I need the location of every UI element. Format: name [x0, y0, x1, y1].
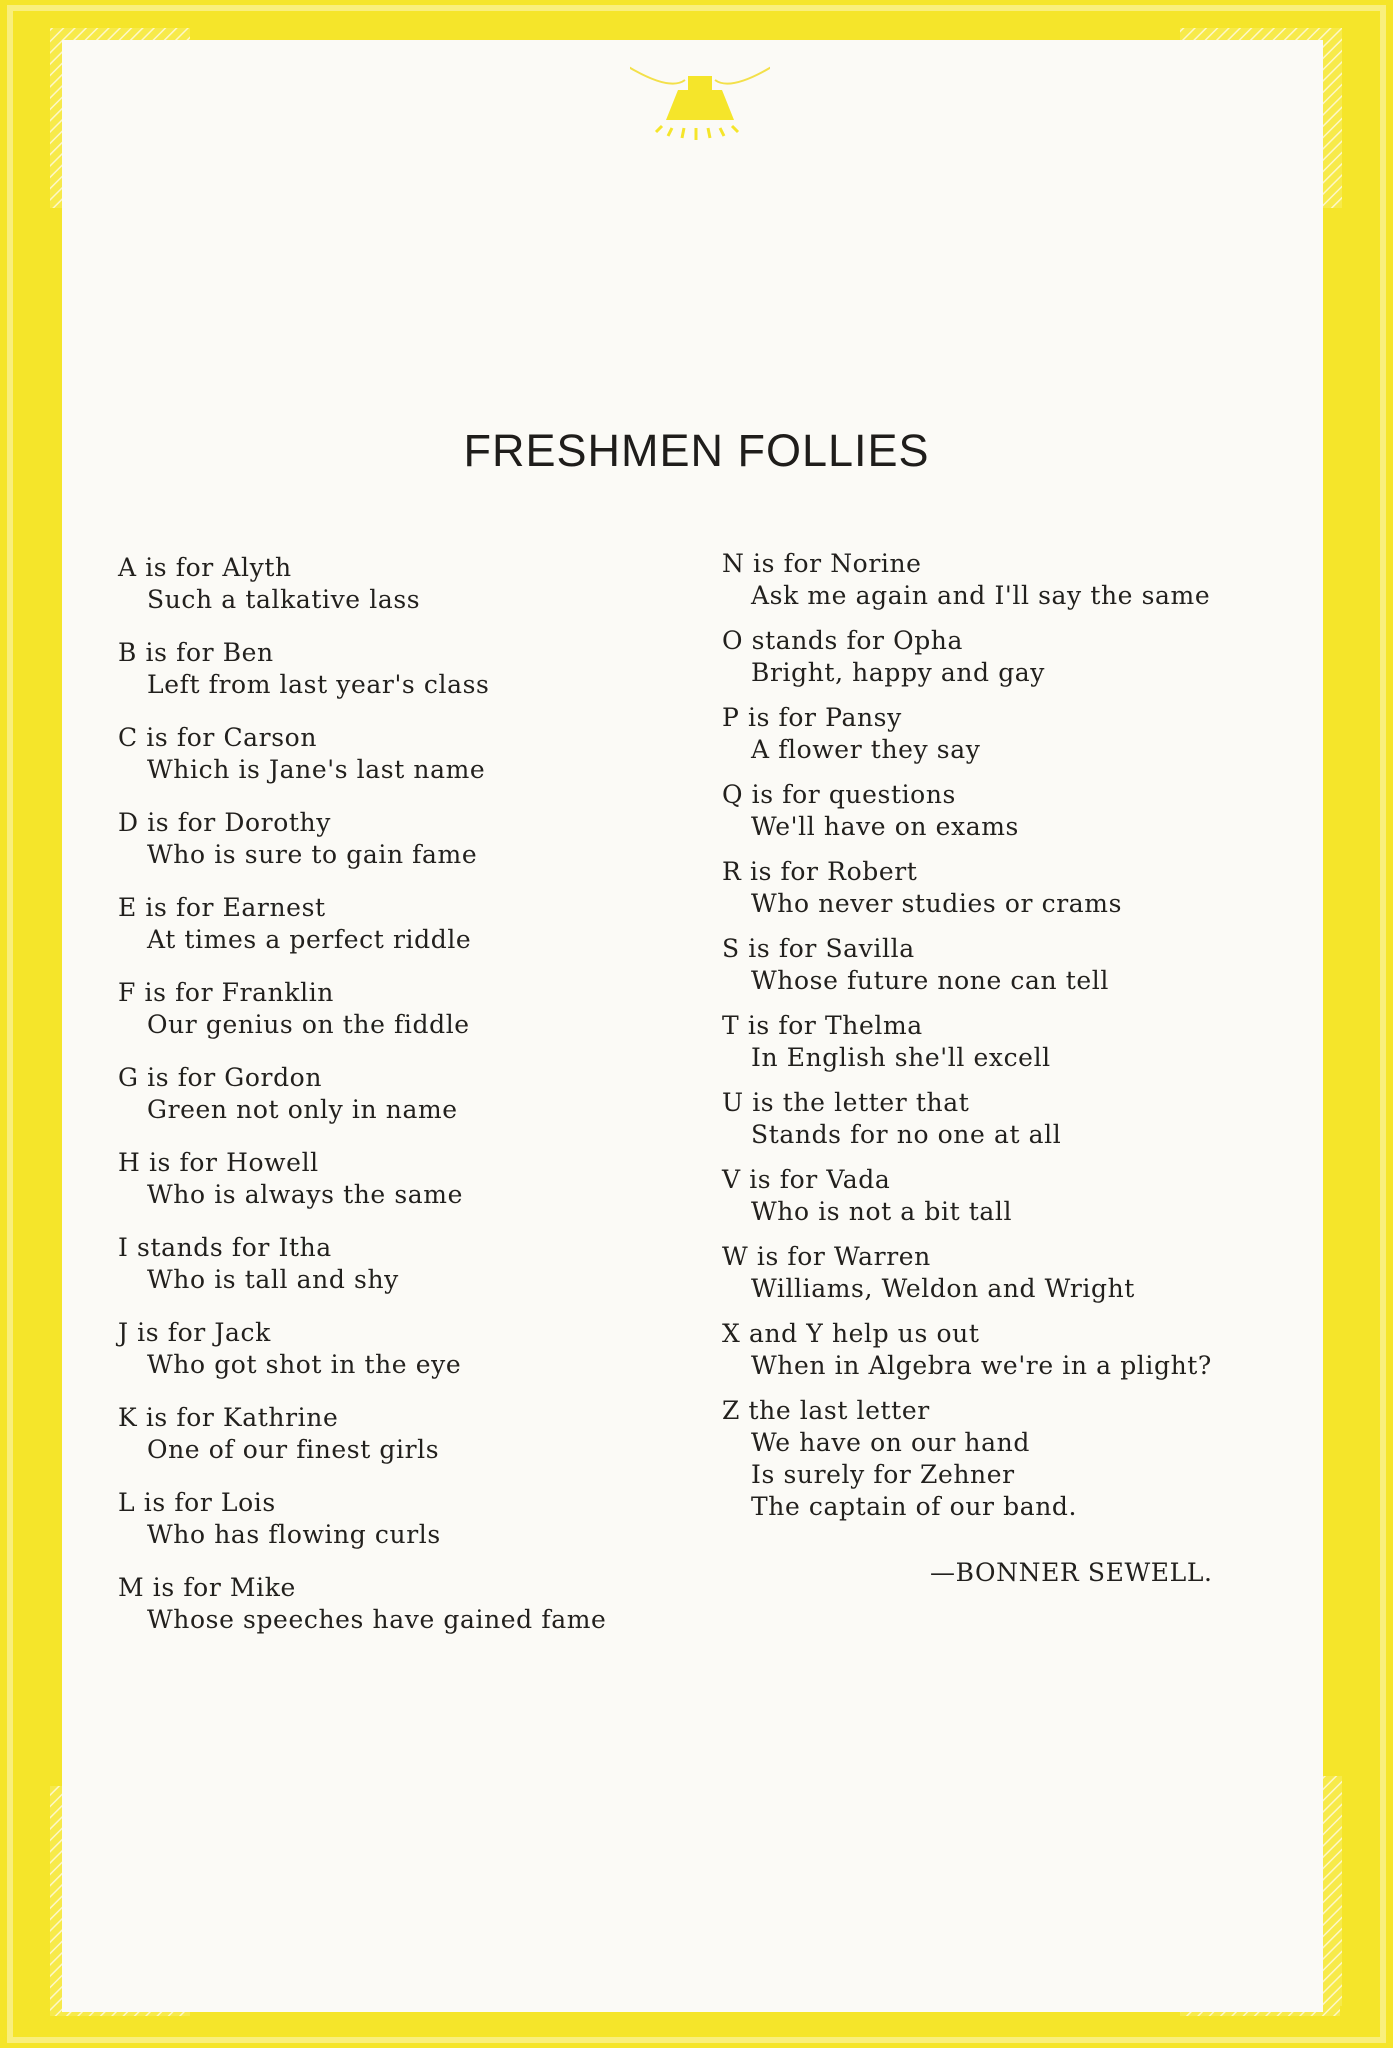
stanza-line: Left from last year's class	[147, 670, 490, 699]
hanging-lamp-icon	[630, 40, 770, 140]
stanza-line: Who is not a bit tall	[751, 1197, 1013, 1226]
stanza-line: F is for Franklin	[118, 978, 335, 1007]
stanza-line: X and Y help us out	[722, 1319, 980, 1348]
stanza-line: A flower they say	[751, 735, 981, 764]
stanza-line: T is for Thelma	[722, 1011, 923, 1040]
stanza-line: Is surely for Zehner	[751, 1460, 1015, 1489]
stanza	[722, 1318, 1282, 1382]
stanza-line: Who got shot in the eye	[147, 1350, 462, 1379]
stanza-line: Who never studies or crams	[751, 889, 1122, 918]
stanza-line: When in Algebra we're in a plight?	[751, 1351, 1212, 1380]
stanza	[118, 637, 678, 701]
stanza-line: Q is for questions	[722, 780, 956, 809]
author-attribution: —BONNER SEWELL.	[930, 1558, 1213, 1587]
stanza	[118, 552, 678, 616]
stanza-line: A is for Alyth	[118, 553, 292, 582]
stanza-line: H is for Howell	[118, 1148, 319, 1177]
stanza-line: S is for Savilla	[722, 934, 915, 963]
stanza-line: In English she'll excell	[751, 1043, 1051, 1072]
stanza	[722, 1241, 1282, 1305]
stanza	[118, 1062, 678, 1126]
stanza	[722, 702, 1282, 766]
stanza-line: Green not only in name	[147, 1095, 458, 1124]
stanza	[722, 625, 1282, 689]
stanza-line: G is for Gordon	[118, 1063, 323, 1092]
stanza-line: Whose future none can tell	[751, 966, 1109, 995]
stanza-line: J is for Jack	[118, 1318, 271, 1347]
stanza	[118, 722, 678, 786]
stanza	[118, 1487, 678, 1551]
stanza	[722, 1010, 1282, 1074]
stanza	[118, 1402, 678, 1466]
stanza-line: Who has flowing curls	[147, 1520, 441, 1549]
stanza-line: Williams, Weldon and Wright	[751, 1274, 1135, 1303]
stanza-line: Ask me again and I'll say the same	[751, 581, 1211, 610]
stanza-line: At times a perfect riddle	[147, 925, 472, 954]
stanza-line: Who is tall and shy	[147, 1265, 399, 1294]
stanza	[118, 977, 678, 1041]
poem-left-column	[118, 552, 678, 1657]
stanza-line: The captain of our band.	[751, 1492, 1078, 1521]
stanza-line: Who is sure to gain fame	[147, 840, 478, 869]
stanza-line: Stands for no one at all	[751, 1120, 1062, 1149]
stanza	[722, 933, 1282, 997]
stanza	[722, 548, 1282, 612]
stanza-line: Which is Jane's last name	[147, 755, 486, 784]
stanza-line: N is for Norine	[722, 549, 922, 578]
stanza-line: R is for Robert	[722, 857, 918, 886]
stanza-line: C is for Carson	[118, 723, 318, 752]
stanza-line: K is for Kathrine	[118, 1403, 339, 1432]
stanza-line: E is for Earnest	[118, 893, 326, 922]
stanza-line: Z the last letter	[722, 1396, 930, 1425]
stanza-line: One of our finest girls	[147, 1435, 440, 1464]
stanza	[118, 892, 678, 956]
stanza-line: B is for Ben	[118, 638, 274, 667]
stanza-line: Who is always the same	[147, 1180, 463, 1209]
stanza	[118, 1317, 678, 1381]
stanza-line: D is for Dorothy	[118, 808, 331, 837]
stanza-line: Such a talkative lass	[147, 585, 421, 614]
stanza-line: U is the letter that	[722, 1088, 970, 1117]
stanza	[722, 1087, 1282, 1151]
stanza-line: I stands for Itha	[118, 1233, 332, 1262]
stanza-line: We have on our hand	[751, 1428, 1030, 1457]
stanza	[118, 1232, 678, 1296]
final-stanza	[722, 1395, 1282, 1523]
stanza	[722, 1164, 1282, 1228]
stanza	[118, 1572, 678, 1636]
stanza	[722, 779, 1282, 843]
stanza	[118, 807, 678, 871]
stanza-line: We'll have on exams	[751, 812, 1019, 841]
poem-right-column	[722, 548, 1282, 1536]
stanza-line: P is for Pansy	[722, 703, 902, 732]
stanza-line: M is for Mike	[118, 1573, 296, 1602]
stanza-line: O stands for Opha	[722, 626, 964, 655]
stanza	[118, 1147, 678, 1211]
stanza-line: Bright, happy and gay	[751, 658, 1046, 687]
stanza-line: V is for Vada	[722, 1165, 891, 1194]
stanza	[722, 856, 1282, 920]
stanza-line: Whose speeches have gained fame	[147, 1605, 607, 1634]
stanza-line: L is for Lois	[118, 1488, 276, 1517]
page-title: FRESHMEN FOLLIES	[463, 425, 930, 476]
stanza-line: W is for Warren	[722, 1242, 931, 1271]
stanza-line: Our genius on the fiddle	[147, 1010, 470, 1039]
